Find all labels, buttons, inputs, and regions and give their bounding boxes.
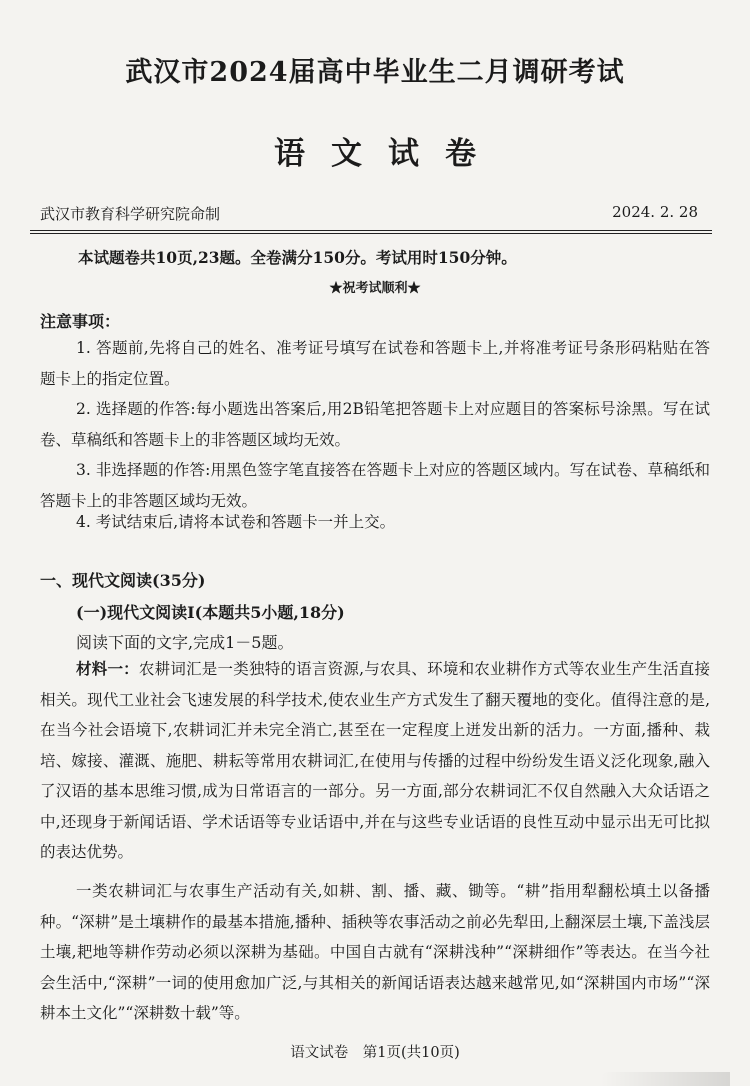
header-rule-thin (30, 233, 712, 234)
note-item-2: 2. 选择题的作答:每小题选出答案后,用2B铅笔把答题卡上对应题目的答案标号涂黑。写在试卷、草稿纸和答题卡上的非答题区域均无效。 (40, 400, 710, 449)
note-item-4: 4. 考试结束后,请将本试卷和答题卡一并上交。 (76, 513, 396, 531)
subject-title: 语文试卷 (274, 136, 502, 172)
material-paragraph-1 (40, 654, 710, 868)
notes-heading: 注意事项： (40, 312, 121, 331)
exam-summary: 本试题卷共10页,23题。全卷满分150分。考试用时150分钟。 (78, 248, 517, 267)
material-label: 材料一： (76, 659, 139, 678)
material-paragraph-2: 一类农耕词汇与农事生产活动有关,如耕、割、播、藏、锄等。“耕”指用犁翻松填土以备播种。“深耕”是土壤耕作的最基本措施,播种、插秧等农事活动之前必先犁田,上翻深层土壤,下盖浅层土壤,耙地等耕作劳动必须以深耕为基础。中国自古就有“深耕浅种”“深耕细作”等表达。在当今社会生活中,“深耕”一词的使用愈加广泛,与其相关的新闻话语表达越来越常见,如“深耕国内市场”“深耕本土文化”“深耕数十载”等。 (40, 882, 710, 1022)
subsection-title: (一)现代文阅读Ⅰ(本题共5小题,18分) (76, 603, 345, 622)
header-rule (30, 230, 712, 231)
scan-smudge (600, 1072, 730, 1086)
exam-title: 武汉市2024届高中毕业生二月调研考试 (125, 57, 625, 88)
note-item-1: 1. 答题前,先将自己的姓名、准考证号填写在试卷和答题卡上,并将准考证号条形码粘贴在答题卡上的指定位置。 (40, 339, 710, 388)
issuer-text: 武汉市教育科学研究院命制 (40, 205, 221, 223)
note-item-3: 3. 非选择题的作答:用黑色签字笔直接答在答题卡上对应的答题区域内。写在试卷、草稿纸和答题卡上的非答题区域均无效。 (40, 461, 710, 510)
reading-instruction: 阅读下面的文字,完成1－5题。 (76, 633, 294, 652)
section-title: 一、现代文阅读(35分) (40, 571, 206, 590)
exam-date: 2024. 2. 28 (612, 203, 698, 221)
page-footer: 语文试卷 第1页(共10页) (290, 1045, 460, 1061)
material-paragraph-1-text: 农耕词汇是一类独特的语言资源,与农具、环境和农业耕作方式等农业生产生活直接相关。现代工业社会飞速发展的科学技术,使农业生产方式发生了翻天覆地的变化。值得注意的是,在当今社会语境下,农耕词汇并未完全消亡,甚至在一定程度上迸发出新的活力。一方面,播种、栽培、嫁接、灌溉、施肥、耕耘等常用农耕词汇,在使用与传播的过程中纷纷发生语义泛化现象,融入了汉语的基本思维习惯,成为日常语言的一部分。另一方面,部分农耕词汇不仅自然融入大众话语之中,还现身于新闻话语、学术话语等专业话语中,并在与这些专业话语的良性互动中显示出无可比拟的表达优势。 (40, 660, 710, 861)
blessing-text: ★祝考试顺利★ (329, 281, 421, 296)
